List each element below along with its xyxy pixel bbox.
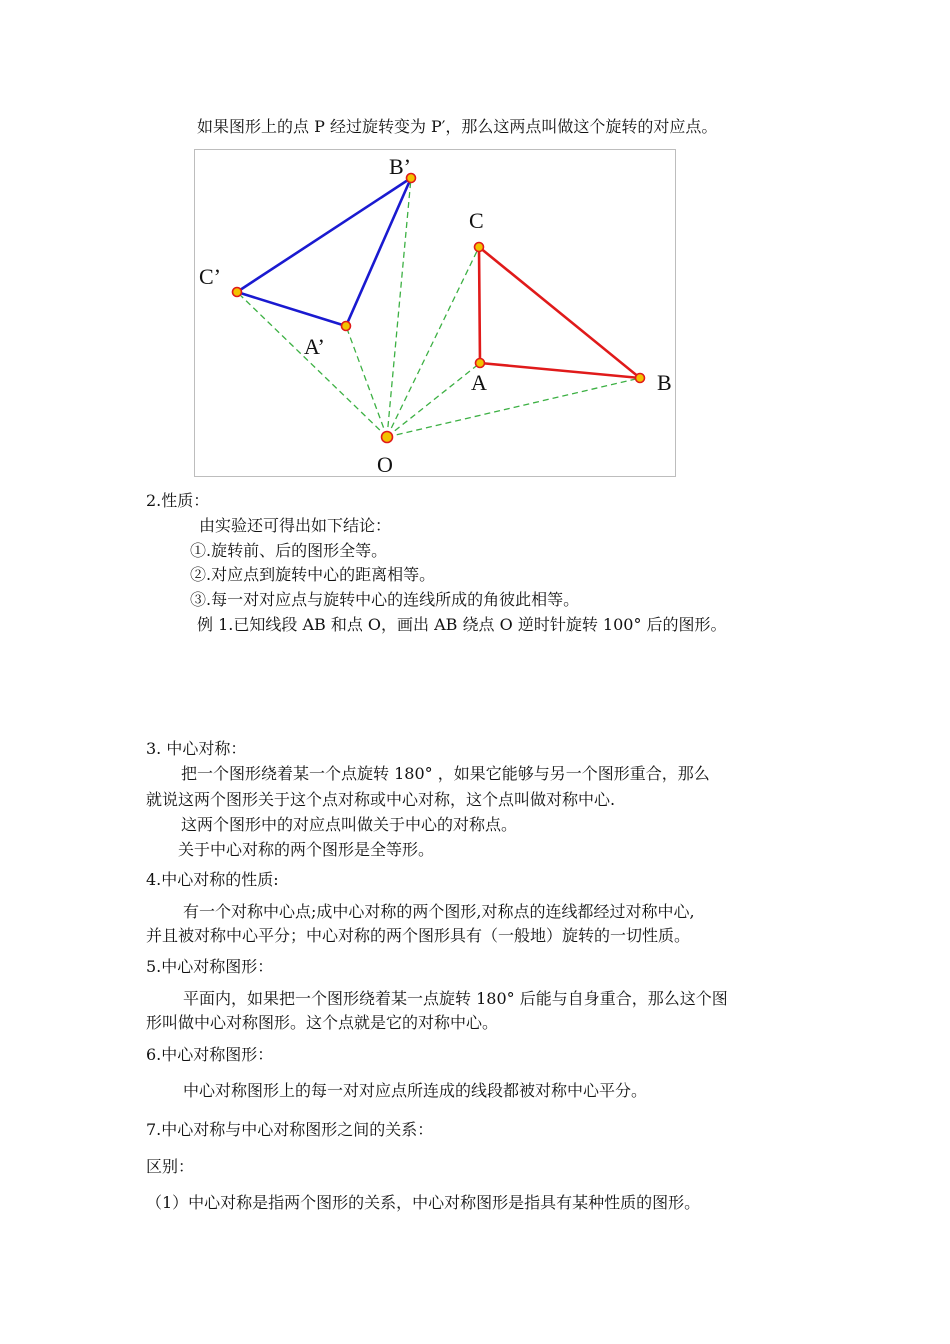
label-o: O bbox=[377, 452, 393, 476]
point-a-prime bbox=[342, 322, 351, 331]
label-c-prime: C’ bbox=[199, 264, 221, 289]
section6-line1: 中心对称图形上的每一对对应点所连成的线段都被对称中心平分。 bbox=[183, 1081, 648, 1100]
rotation-diagram bbox=[195, 150, 675, 476]
section3-heading: 3. 中心对称： bbox=[146, 739, 247, 758]
section4-line1: 有一个对称中心点;成中心对称的两个图形,对称点的连线都经过对称中心, bbox=[183, 902, 695, 921]
section4-line2: 并且被对称中心平分；中心对称的两个图形具有（一般地）旋转的一切性质。 bbox=[146, 926, 691, 945]
section2-item-2: ②.对应点到旋转中心的距离相等。 bbox=[190, 565, 436, 584]
point-o bbox=[382, 432, 393, 443]
guide-line-o-a bbox=[387, 363, 480, 437]
section3-p1-line2: 就说这两个图形关于这个点对称或中心对称，这个点叫做对称中心. bbox=[146, 790, 616, 809]
image-triangle bbox=[237, 178, 411, 326]
section6-heading: 6.中心对称图形： bbox=[146, 1045, 274, 1064]
label-b: B bbox=[657, 370, 672, 395]
intro-text: 如果图形上的点 P 经过旋转变为 P′，那么这两点叫做这个旋转的对应点。 bbox=[197, 117, 718, 136]
guide-line-o-bprime bbox=[387, 178, 411, 437]
original-triangle bbox=[479, 247, 640, 378]
section5-heading: 5.中心对称图形： bbox=[146, 957, 274, 976]
section7-subheading: 区别： bbox=[146, 1157, 195, 1176]
guide-line-o-cprime bbox=[237, 292, 387, 437]
section3-p2: 这两个图形中的对应点叫做关于中心的对称点。 bbox=[181, 815, 518, 834]
guide-line-o-b bbox=[387, 378, 640, 437]
label-a-prime: A’ bbox=[304, 334, 325, 359]
point-c-prime bbox=[233, 288, 242, 297]
label-c: C bbox=[469, 208, 484, 233]
section5-line2: 形叫做中心对称图形。这个点就是它的对称中心。 bbox=[146, 1013, 499, 1032]
rotation-figure bbox=[194, 149, 676, 477]
label-b-prime: B’ bbox=[389, 154, 411, 179]
section7-item-1: （1）中心对称是指两个图形的关系，中心对称图形是指具有某种性质的图形。 bbox=[146, 1193, 701, 1212]
section2-heading: 2.性质： bbox=[146, 491, 210, 510]
label-a: A bbox=[471, 370, 487, 395]
guide-line-o-aprime bbox=[346, 326, 387, 437]
section5-line1: 平面内，如果把一个图形绕着某一点旋转 180° 后能与自身重合，那么这个图 bbox=[183, 989, 728, 1008]
section3-p3: 关于中心对称的两个图形是全等形。 bbox=[178, 840, 435, 859]
point-c bbox=[475, 243, 484, 252]
section2-lead: 由实验还可得出如下结论： bbox=[199, 516, 392, 535]
guide-line-o-c bbox=[387, 247, 479, 437]
section2-item-1: ①.旋转前、后的图形全等。 bbox=[190, 541, 388, 560]
point-b bbox=[636, 374, 645, 383]
section4-heading: 4.中心对称的性质: bbox=[146, 870, 279, 889]
example-1: 例 1.已知线段 AB 和点 O，画出 AB 绕点 O 逆时针旋转 100° 后的图形。 bbox=[197, 615, 727, 634]
section3-p1-line1: 把一个图形绕着某一个点旋转 180° ，如果它能够与另一个图形重合，那么 bbox=[181, 764, 710, 783]
point-a bbox=[476, 359, 485, 368]
section7-heading: 7.中心对称与中心对称图形之间的关系： bbox=[146, 1120, 434, 1139]
section2-item-3: ③.每一对对应点与旋转中心的连线所成的角彼此相等。 bbox=[190, 590, 580, 609]
